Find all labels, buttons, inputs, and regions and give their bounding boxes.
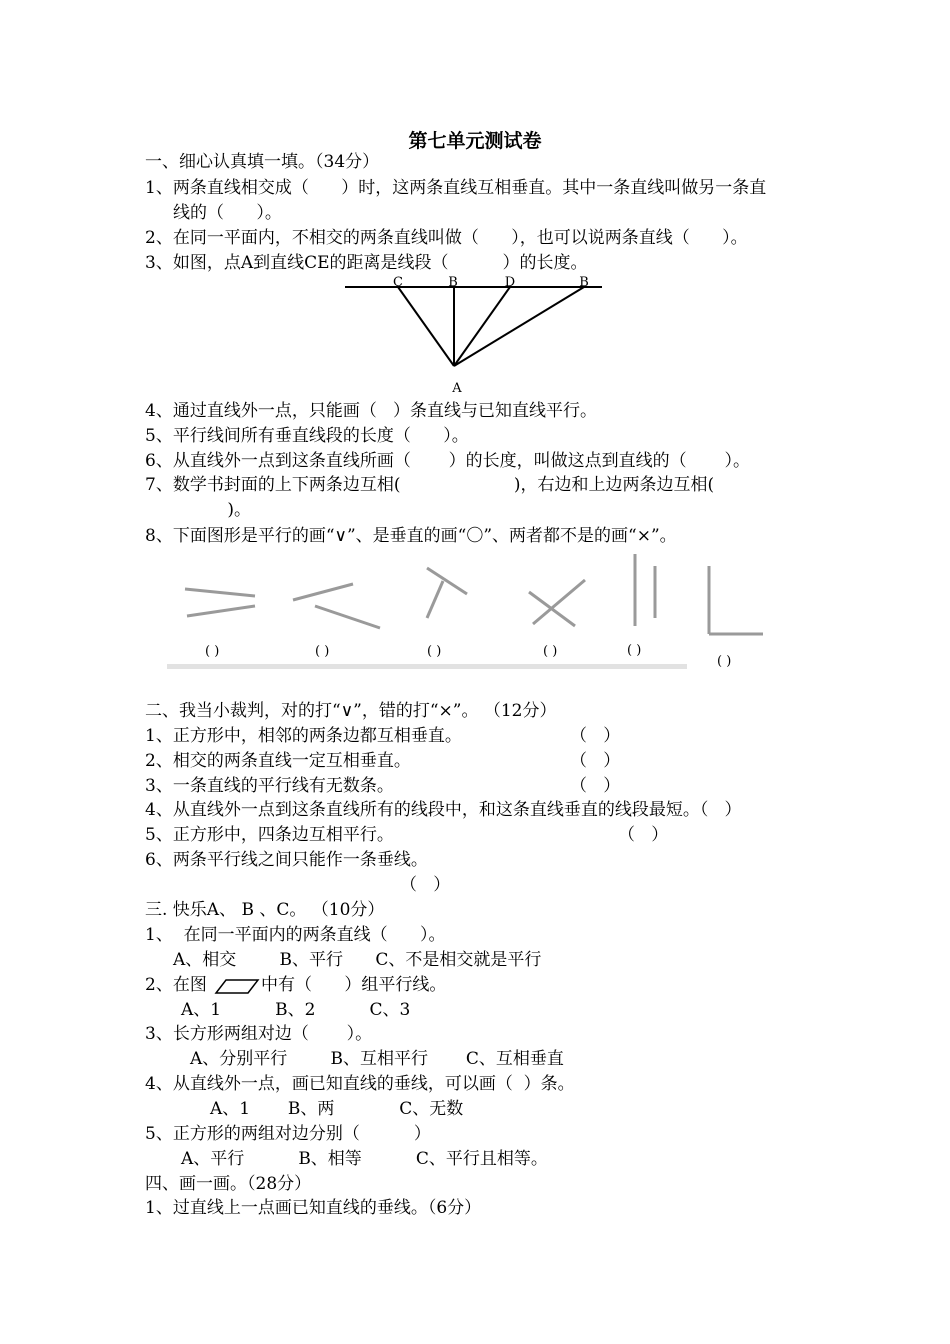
- judge-item-4: 4、从直线外一点到这条直线所有的线段中，和这条直线垂直的线段最短。（ ）: [145, 800, 742, 820]
- answer-paren: ( ): [543, 644, 558, 659]
- judge-item-1: 1、正方形中，相邻的两条边都互相垂直。: [145, 726, 462, 746]
- choice-options-5: A、平行 B、相等 C、平行且相等。: [181, 1149, 548, 1169]
- label-a: A: [452, 381, 462, 396]
- parallelogram-icon: [214, 978, 260, 996]
- label-c: C: [393, 275, 403, 290]
- question-1-4: 4、通过直线外一点，只能画（ ）条直线与已知直线平行。: [145, 401, 598, 421]
- line-pairs-figure: [165, 548, 780, 678]
- section4-heading: 四、画一画。（28分）: [145, 1174, 312, 1194]
- distance-figure: [340, 274, 610, 396]
- choice-question-1: 1、 在同一平面内的两条直线（ ）。: [145, 925, 446, 945]
- section3-heading: 三. 快乐A、 B 、C。 （10分）: [145, 900, 385, 920]
- answer-paren: （ ）: [570, 751, 621, 771]
- judge-item-2: 2、相交的两条直线一定互相垂直。: [145, 751, 411, 771]
- section1-heading: 一、细心认真填一填。（34分）: [145, 152, 380, 172]
- judge-item-3: 3、一条直线的平行线有无数条。: [145, 776, 394, 796]
- choice-question-3: 3、长方形两组对边（ ）。: [145, 1024, 373, 1044]
- question-1-8: 8、下面图形是平行的画“∨”、是垂直的画“〇”、两者都不是的画“×”。: [145, 526, 677, 546]
- question-1-3: 3、如图，点A到直线CE的距离是线段（ ）的长度。: [145, 253, 588, 273]
- choice-question-2-cont: 中有（ ）组平行线。: [261, 975, 447, 995]
- section2-heading: 二、我当小裁判，对的打“∨”，错的打“×”。 （12分）: [145, 701, 557, 721]
- choice-question-5: 5、正方形的两组对边分别（ ）: [145, 1124, 431, 1144]
- choice-question-4: 4、从直线外一点，画已知直线的垂线，可以画（ ）条。: [145, 1074, 575, 1094]
- judge-item-5: 5、正方形中，四条边互相平行。: [145, 825, 394, 845]
- answer-paren: （ ）: [618, 825, 669, 845]
- choice-options-2: A、1 B、2 C、3: [181, 1000, 411, 1020]
- label-b: B: [448, 275, 458, 290]
- question-1-1: 1、两条直线相交成（ ）时，这两条直线互相垂直。其中一条直线叫做另一条直: [145, 178, 767, 198]
- answer-paren: ( ): [717, 654, 732, 669]
- question-1-1-cont: 线的（ ）。: [173, 203, 282, 223]
- question-1-2: 2、在同一平面内，不相交的两条直线叫做（ ），也可以说两条直线（ ）。: [145, 228, 748, 248]
- choice-options-4: A、1 B、两 C、无数: [210, 1099, 464, 1119]
- question-1-7-cont: )。: [195, 500, 252, 520]
- choice-question-2: 2、在图: [145, 975, 207, 995]
- answer-paren: （ ）: [570, 776, 621, 796]
- answer-paren: （ ）: [570, 726, 621, 746]
- label-d: D: [504, 275, 516, 290]
- question-1-5: 5、平行线间所有垂直线段的长度（ ）。: [145, 426, 469, 446]
- page-title: 第七单元测试卷: [408, 130, 542, 152]
- answer-paren: ( ): [427, 644, 442, 659]
- answer-paren: ( ): [315, 644, 330, 659]
- choice-options-1: A、相交 B、平行 C、不是相交就是平行: [173, 950, 542, 970]
- draw-question-1: 1、过直线上一点画已知直线的垂线。（6分）: [145, 1198, 482, 1218]
- question-1-7: 7、数学书封面的上下两条边互相( )，右边和上边两条边互相(: [145, 475, 715, 495]
- answer-paren: ( ): [205, 644, 220, 659]
- question-1-6: 6、从直线外一点到这条直线所画（ ）的长度，叫做这点到直线的（ ）。: [145, 451, 750, 471]
- answer-paren: （ ）: [400, 875, 451, 895]
- choice-options-3: A、分别平行 B、互相平行 C、互相垂直: [190, 1049, 564, 1069]
- judge-item-6: 6、两条平行线之间只能作一条垂线。: [145, 850, 428, 870]
- answer-paren: ( ): [627, 643, 642, 658]
- label-e: B: [579, 275, 589, 290]
